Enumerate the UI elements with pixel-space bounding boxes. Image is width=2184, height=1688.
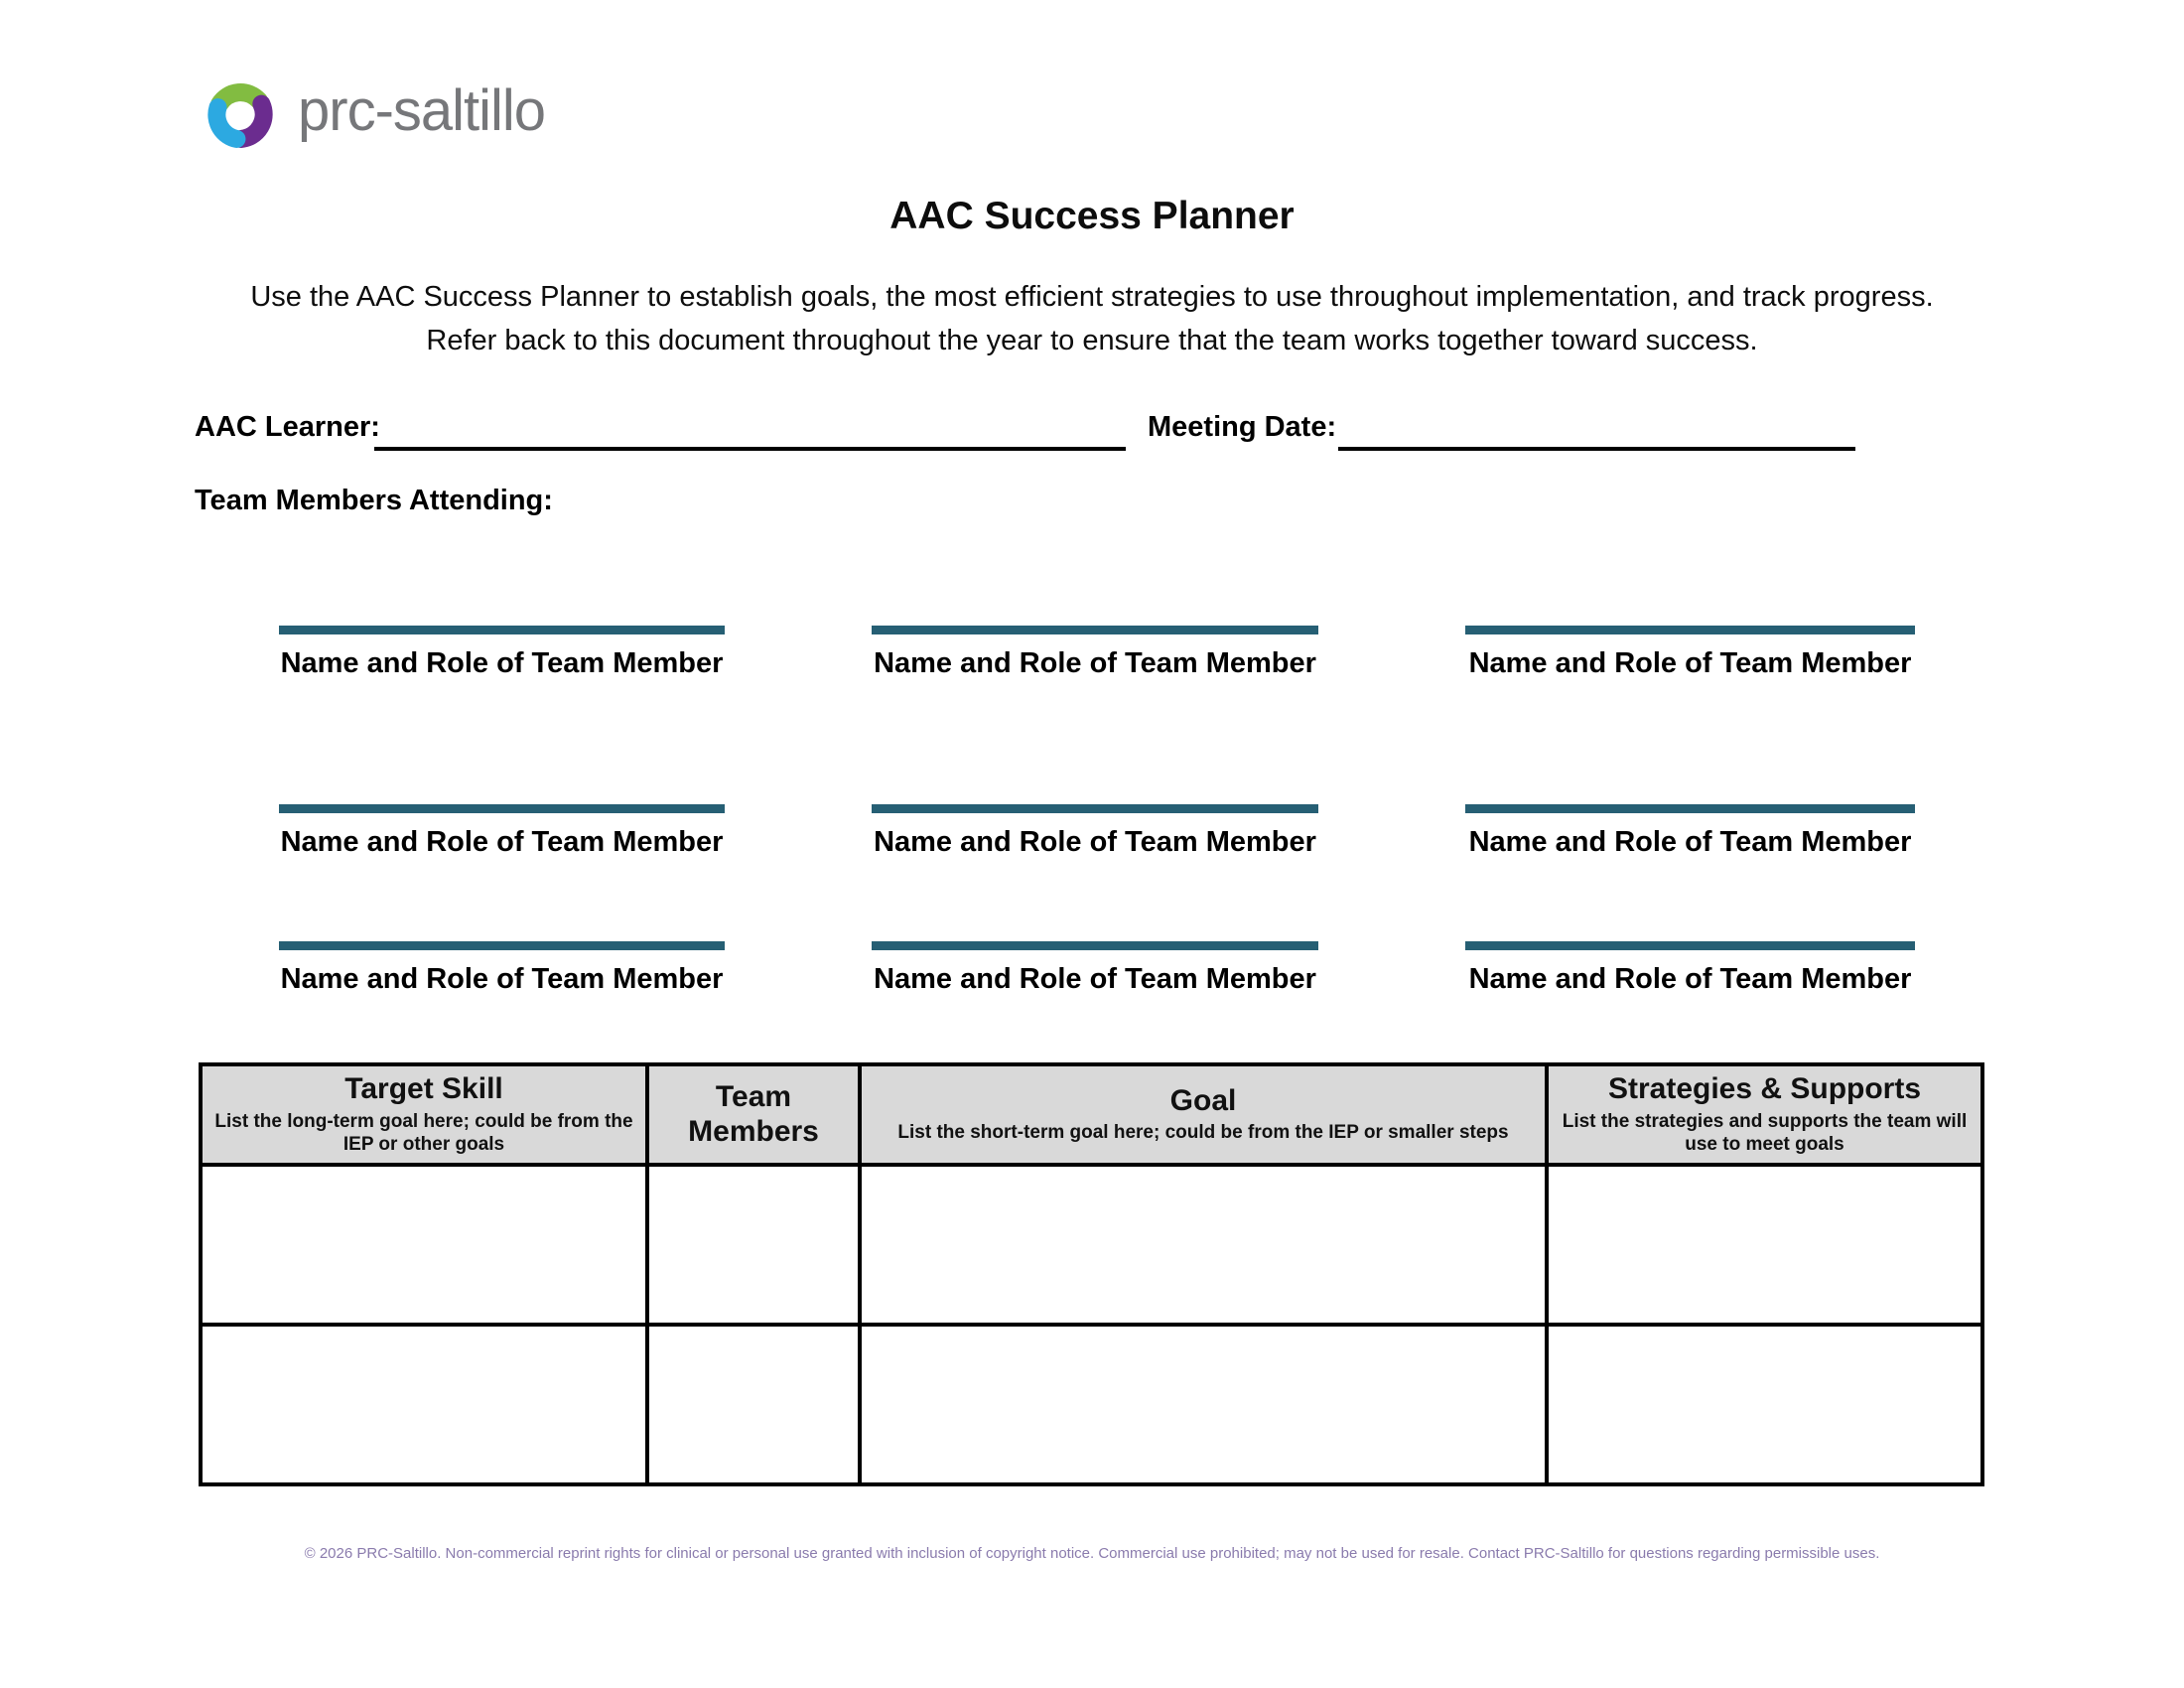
target-skill-cell[interactable] [201,1325,647,1484]
team-members-cell[interactable] [647,1325,860,1484]
team-member-blank-line[interactable] [279,941,725,950]
aac-learner-blank-field[interactable] [374,407,1126,451]
team-member-label: Name and Role of Team Member [874,963,1316,995]
team-member-slot [872,941,1318,1011]
strategies-supports-subtitle: List the strategies and supports the team will use to meet goals [1562,1110,1968,1156]
table-row [201,1325,1982,1484]
goal-title: Goal [1169,1083,1237,1117]
team-member-slot [1465,804,1915,941]
copyright-notice: © 2026 PRC-Saltillo. Non-commercial reprint rights for clinical or personal use granted with inclusion of copyright notice. Commercial use prohibited; may not be used for resale. Contact PRC-Saltillo for questions regarding permissible uses. [304,1545,1880,1562]
brand-logo [197,71,545,157]
team-member-blank-line[interactable] [1465,941,1915,950]
aac-learner-label: AAC Learner: [195,411,380,443]
intro-line-1: Use the AAC Success Planner to establish goals, the most efficient strategies to use throughout implementation, and track progress. [250,281,1934,313]
team-member-label: Name and Role of Team Member [874,826,1316,858]
team-members-grid [279,626,1915,1011]
team-member-blank-line[interactable] [1465,804,1915,813]
team-member-label: Name and Role of Team Member [1468,826,1912,858]
team-member-slot [279,941,725,1011]
brand-name: prc-saltillo [298,78,546,143]
table-row [201,1165,1982,1325]
prc-saltillo-icon [197,71,282,157]
team-member-slot [872,626,1318,804]
col-header-target-skill [201,1064,647,1165]
col-header-strategies-supports [1547,1064,1982,1165]
col-header-goal [860,1064,1547,1165]
team-member-blank-line[interactable] [872,941,1318,950]
table-header-row [201,1064,1982,1165]
goal-cell[interactable] [860,1325,1547,1484]
team-members-title: Team Members [688,1080,819,1148]
team-member-blank-line[interactable] [872,804,1318,813]
team-member-label: Name and Role of Team Member [1468,963,1912,995]
team-member-blank-line[interactable] [872,626,1318,634]
team-member-label: Name and Role of Team Member [280,647,724,679]
strategies-supports-cell[interactable] [1547,1165,1982,1325]
planning-table [199,1062,1984,1486]
team-member-slot [872,804,1318,941]
team-member-slot [279,626,725,804]
meeting-date-blank-field[interactable] [1338,407,1855,451]
strategies-supports-title: Strategies & Supports [1607,1072,1922,1105]
team-member-slot [279,804,725,941]
team-member-label: Name and Role of Team Member [280,963,724,995]
team-member-blank-line[interactable] [279,804,725,813]
intro-line-2: Refer back to this document throughout the year to ensure that the team works together toward success. [426,325,1758,356]
team-member-slot [1465,626,1915,804]
goal-cell[interactable] [860,1165,1547,1325]
strategies-supports-cell[interactable] [1547,1325,1982,1484]
team-member-label: Name and Role of Team Member [874,647,1316,679]
goal-subtitle: List the short-term goal here; could be from the IEP or smaller steps [897,1122,1509,1144]
team-member-blank-line[interactable] [279,626,725,634]
page-title: AAC Success Planner [889,195,1295,237]
col-header-team-members [647,1064,860,1165]
meeting-date-label: Meeting Date: [1148,411,1337,443]
target-skill-cell[interactable] [201,1165,647,1325]
target-skill-subtitle: List the long-term goal here; could be from the IEP or other goals [214,1110,633,1156]
team-members-heading: Team Members Attending: [195,485,553,516]
team-member-label: Name and Role of Team Member [280,826,724,858]
team-member-slot [1465,941,1915,1011]
team-member-blank-line[interactable] [1465,626,1915,634]
team-member-label: Name and Role of Team Member [1468,647,1912,679]
target-skill-title: Target Skill [344,1072,503,1105]
team-members-cell[interactable] [647,1165,860,1325]
